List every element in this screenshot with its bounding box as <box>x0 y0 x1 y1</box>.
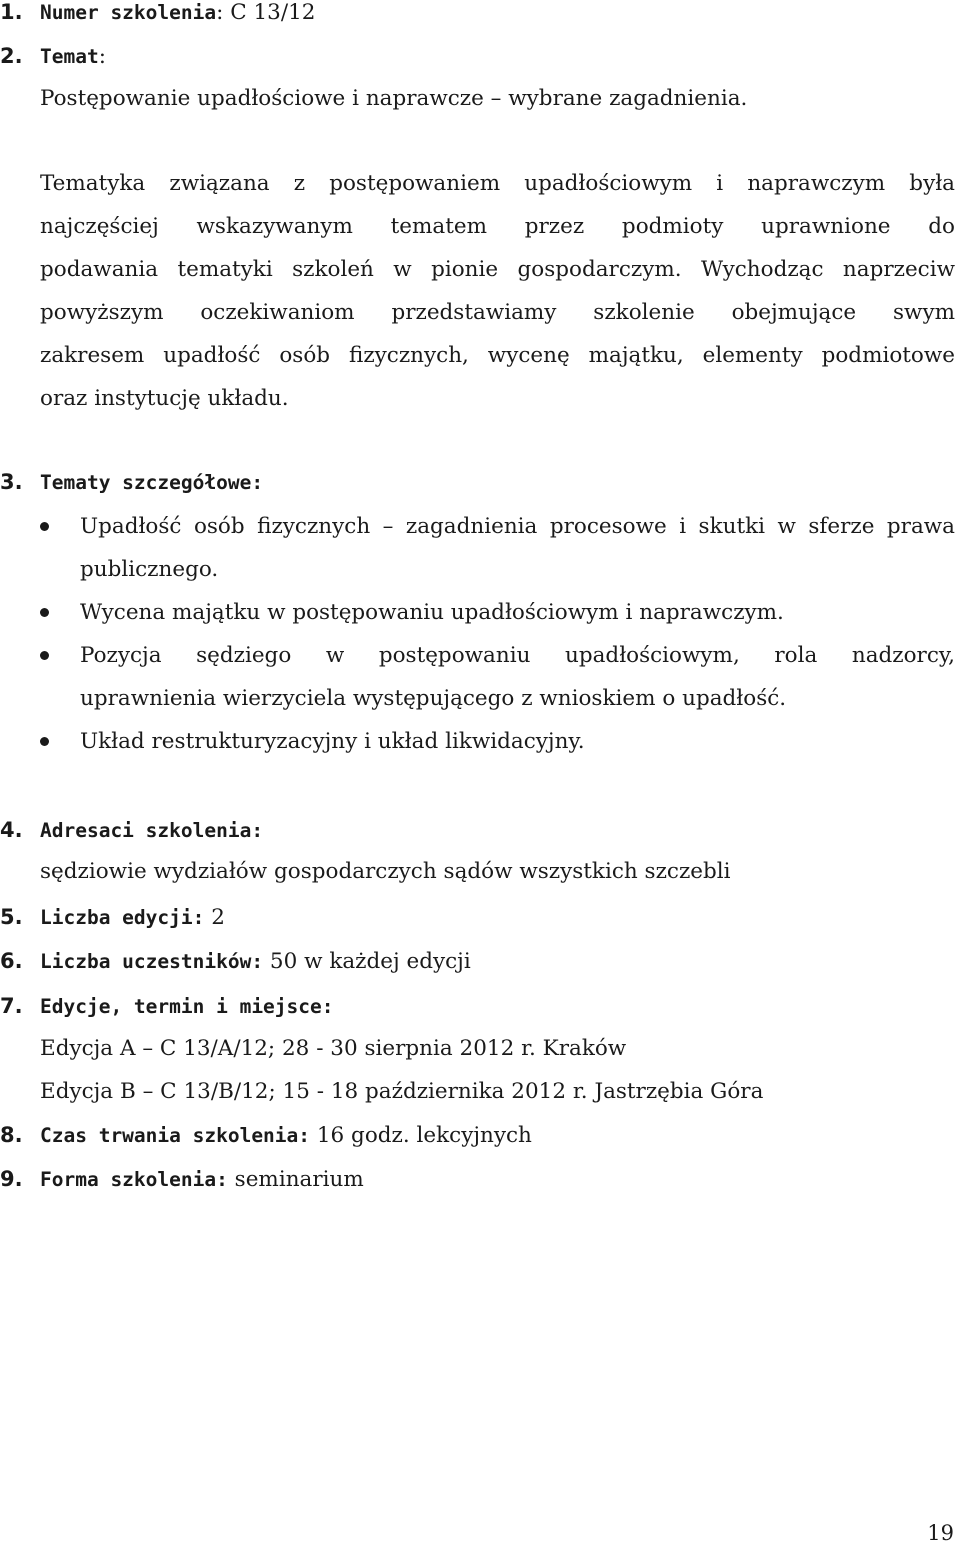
section-1-value: C 13/12 <box>223 0 316 25</box>
intro-line-3: podawania tematyki szkoleń w pionie gospodarczym. Wychodząc naprzeciw <box>40 257 955 282</box>
section-3-number: 3. <box>0 470 23 494</box>
detailed-topics-list <box>40 505 955 763</box>
intro-line-4: powyższym oczekiwaniom przedstawiamy szkolenie obejmujące swym <box>40 300 955 325</box>
section-5-value: 2 <box>204 905 225 930</box>
section-2-topic: Postępowanie upadłościowe i naprawcze – wybrane zagadnienia. <box>40 86 748 111</box>
section-5-label: Liczba edycji: <box>40 906 205 929</box>
list-item-line-2: uprawnienia wierzyciela występującego z wnioskiem o upadłość. <box>80 686 787 711</box>
list-item <box>40 591 955 634</box>
section-2-separator: : <box>98 44 106 69</box>
section-9-line <box>0 1164 364 1195</box>
section-4-line <box>0 815 263 846</box>
section-8-label: Czas trwania szkolenia: <box>40 1124 311 1147</box>
list-item-line-1: Układ restrukturyzacyjny i układ likwidacyjny. <box>80 729 585 754</box>
section-6-number: 6. <box>0 949 23 973</box>
section-2-line <box>0 41 106 72</box>
list-item-line-1: Pozycja sędziego w postępowaniu upadłościowym, rola nadzorcy, <box>80 643 955 668</box>
section-5-number: 5. <box>0 905 23 929</box>
bullet-icon <box>40 608 49 617</box>
list-item <box>40 720 955 763</box>
page-number: 19 <box>927 1521 954 1545</box>
section-4-value: sędziowie wydziałów gospodarczych sądów wszystkich szczebli <box>40 859 731 884</box>
edition-b: Edycja B – C 13/B/12; 15 - 18 października 2012 r. Jastrzębia Góra <box>40 1079 764 1104</box>
bullet-icon <box>40 522 49 531</box>
intro-line-5: zakresem upadłość osób fizycznych, wycenę majątku, elementy podmiotowe <box>40 343 955 368</box>
section-6-line <box>0 946 471 977</box>
section-3-label: Tematy szczegółowe: <box>40 471 264 494</box>
section-9-label: Forma szkolenia: <box>40 1168 228 1191</box>
edition-a: Edycja A – C 13/A/12; 28 - 30 sierpnia 2012 r. Kraków <box>40 1036 627 1061</box>
bullet-icon <box>40 651 49 660</box>
bullet-icon <box>40 737 49 746</box>
section-6-label: Liczba uczestników: <box>40 950 264 973</box>
section-7-line <box>0 991 334 1022</box>
section-8-number: 8. <box>0 1123 23 1147</box>
list-item <box>40 634 955 720</box>
section-6-value: 50 w każdej edycji <box>263 949 471 974</box>
section-7-label: Edycje, termin i miejsce: <box>40 995 334 1018</box>
intro-line-2: najczęściej wskazywanym tematem przez podmioty uprawnione do <box>40 214 955 239</box>
intro-paragraph <box>40 162 955 420</box>
section-9-number: 9. <box>0 1167 23 1191</box>
list-item <box>40 505 955 591</box>
section-7-number: 7. <box>0 994 23 1018</box>
section-1-line <box>0 0 315 28</box>
section-8-line <box>0 1120 532 1151</box>
section-1-number: 1. <box>0 0 23 24</box>
section-2-label: Temat <box>40 45 99 68</box>
list-item-line-2: publicznego. <box>80 557 219 582</box>
section-3-line <box>0 467 263 498</box>
intro-line-6: oraz instytucję układu. <box>40 386 289 411</box>
section-5-line <box>0 902 225 933</box>
section-8-value: 16 godz. lekcyjnych <box>310 1123 532 1148</box>
section-1-separator: : <box>216 0 224 25</box>
section-1-label: Numer szkolenia <box>40 1 217 24</box>
section-4-number: 4. <box>0 818 23 842</box>
section-4-label: Adresaci szkolenia: <box>40 819 264 842</box>
section-9-value: seminarium <box>227 1167 364 1192</box>
intro-line-1: Tematyka związana z postępowaniem upadłościowym i naprawczym była <box>40 171 955 196</box>
section-2-number: 2. <box>0 44 23 68</box>
list-item-line-1: Wycena majątku w postępowaniu upadłościowym i naprawczym. <box>80 600 784 625</box>
list-item-line-1: Upadłość osób fizycznych – zagadnienia procesowe i skutki w sferze prawa <box>80 514 955 539</box>
